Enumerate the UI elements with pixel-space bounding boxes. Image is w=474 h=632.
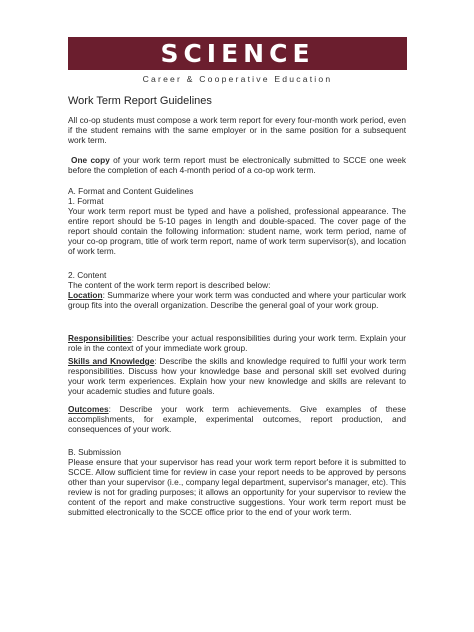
outcomes-label: Outcomes bbox=[68, 404, 109, 414]
science-banner bbox=[68, 37, 407, 70]
content-intro: The content of the work term report is described below: bbox=[68, 280, 271, 290]
responsibilities-label: Responsibilities bbox=[68, 333, 132, 343]
format-paragraph: Your work term report must be typed and have a polished, professional appearance. The entire report should be 5-10 pages in length and double-spaced. The cover page of the report should contain the following information: student name, work term period, name of your co-op program, title of work term report, name of work term supervisor(s), and location of work term. bbox=[68, 206, 406, 256]
location-label: Location bbox=[68, 290, 103, 300]
copy-note-text: of your work term report must be electronically submitted to SCCE one week before the completion of each 4-month period of a co-op work term. bbox=[68, 155, 406, 175]
section-a-heading: A. Format and Content Guidelines bbox=[68, 186, 194, 196]
intro-paragraph: All co-op students must compose a work term report for every four-month work period, even if the student remains with the same employer or in the same position for a subsequent work term. bbox=[68, 115, 406, 145]
skills-label: Skills and Knowledge bbox=[68, 356, 155, 366]
responsibilities-item bbox=[68, 333, 406, 353]
location-item bbox=[68, 290, 406, 310]
location-text: : Summarize where your work term was conducted and where your particular work group fits into the overall organization. Describe the general goal of your work group. bbox=[68, 290, 406, 310]
brand-title: SCIENCE bbox=[160, 39, 315, 68]
page-title: Work Term Report Guidelines bbox=[68, 95, 212, 107]
outcomes-item bbox=[68, 404, 406, 434]
outcomes-text: : Describe your work term achievements. Give examples of these accomplishments, for example, experimental outcomes, report production, and consequences of your work. bbox=[68, 404, 406, 434]
format-heading: 1. Format bbox=[68, 196, 104, 206]
submission-paragraph: Please ensure that your supervisor has read your work term report before it is submitted to SCCE. Allow sufficient time for review in case your report needs to be approved by persons other than your supervisor (i.e., company legal department, supervisor's manager, etc). This review is not for grading purposes; it allows an opportunity for your supervisor to review the content of the report and make constructive suggestions. Your work term report must be submitted electronically to the SCCE office prior to the end of your work term. bbox=[68, 457, 406, 517]
responsibilities-text: : Describe your actual responsibilities during your work term. Explain your role in the context of your immediate work group. bbox=[68, 333, 406, 353]
skills-text: : Describe the skills and knowledge required to fulfil your work term responsibilities. Discuss how your knowledge base and personal skill set evolved during your work term experiences. Explain how your new knowledge and skills are relevant to your academic studies and future goals. bbox=[68, 356, 406, 396]
skills-item bbox=[68, 356, 406, 396]
section-b-heading: B. Submission bbox=[68, 447, 122, 457]
copy-note-lead: One copy bbox=[71, 155, 110, 165]
copy-note-paragraph bbox=[68, 155, 406, 175]
content-heading: 2. Content bbox=[68, 270, 107, 280]
banner-tagline: Career & Cooperative Education bbox=[142, 73, 333, 84]
